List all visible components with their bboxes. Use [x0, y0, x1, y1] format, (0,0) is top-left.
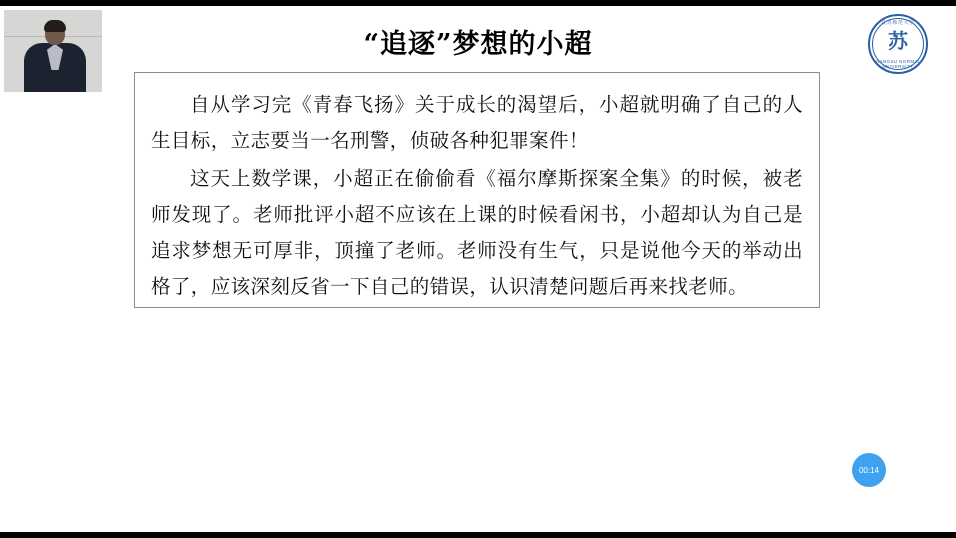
page-title: “追逐”梦想的小超 [363, 29, 593, 60]
playback-timer-badge[interactable]: 00:14 [852, 453, 886, 487]
slide-canvas [0, 6, 956, 532]
story-paragraph-1: 自从学习完《青春飞扬》关于成长的渴望后，小超就明确了自己的人生目标，立志要当一名刑警，侦破各种犯罪案件！ [151, 93, 803, 152]
logo-arc-top-text: 江苏师范大学 [881, 20, 915, 26]
story-text-box [134, 72, 820, 308]
letterbox-bottom [0, 532, 956, 538]
story-paragraph-2: 这天上数学课，小超正在偷偷看《福尔摩斯探案全集》的时候，被老师发现了。老师批评小超不应该在上课的时候看闲书，小超却认为自己是追求梦想无可厚非，顶撞了老师。老师没有生气，只是说他今天的举动出格了，应该深刻反省一下自己的错误，认识清楚问题后再来找老师。 [151, 167, 803, 298]
logo-arc-bottom-text: JIANGSU NORMAL UNIVERSITY [875, 59, 921, 69]
university-logo-icon [868, 14, 928, 74]
logo-mark-character: 苏 [888, 29, 908, 53]
